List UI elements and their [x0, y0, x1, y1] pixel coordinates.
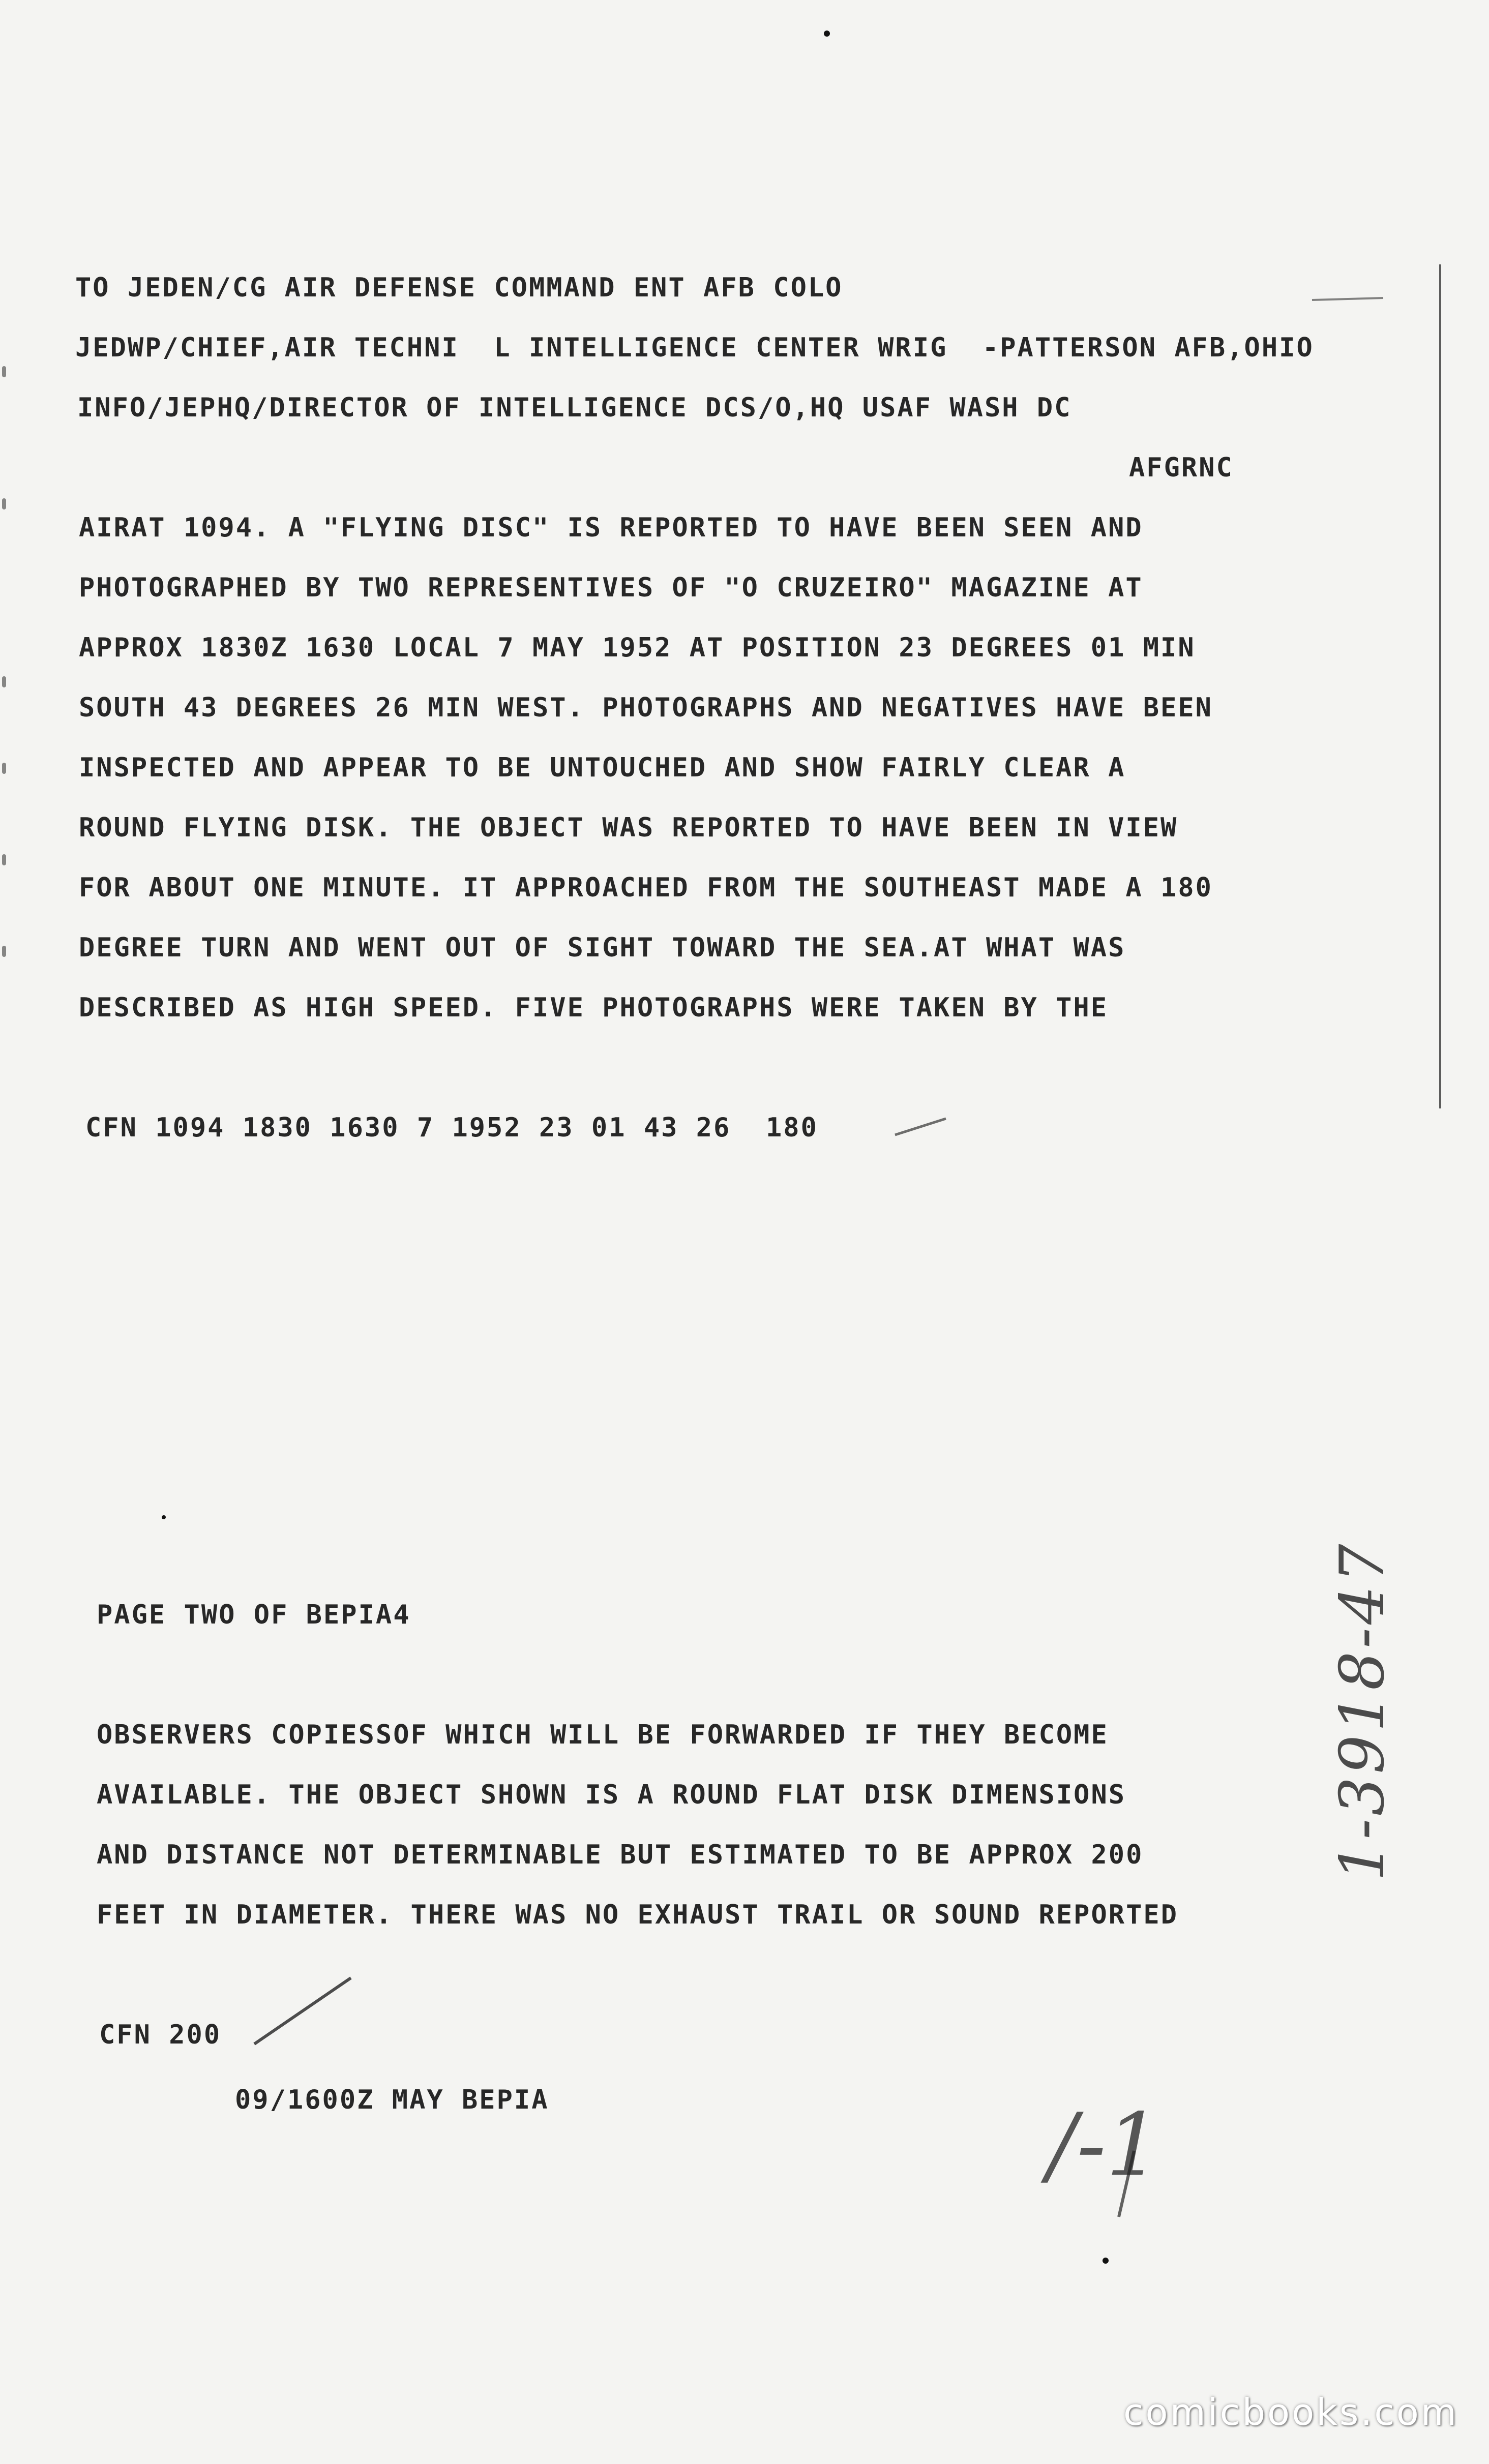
specks — [162, 1515, 166, 1519]
body-line: FOR ABOUT ONE MINUTE. IT APPROACHED FROM THE SOUTHEAST MADE A 180 — [79, 873, 1213, 903]
edge-mark — [2, 676, 6, 687]
body-line: DEGREE TURN AND WENT OUT OF SIGHT TOWARD THE SEA.AT WHAT WAS — [79, 933, 1126, 963]
header-info-line: INFO/JEPHQ/DIRECTOR OF INTELLIGENCE DCS/O,HQ USAF WASH DC — [77, 393, 1072, 423]
edge-mark — [2, 854, 6, 865]
handwritten-initials: /-1 — [1048, 2095, 1161, 2196]
edge-mark — [2, 763, 6, 774]
routing-indicator: AFGRNC — [1129, 453, 1234, 483]
correction-line: CFN 1094 1830 1630 7 1952 23 01 43 26 180 — [85, 1113, 818, 1143]
handwritten-file-number: 1-3918-47 — [1327, 1541, 1398, 1881]
body-line: FEET IN DIAMETER. THERE WAS NO EXHAUST TRAIL OR SOUND REPORTED — [97, 1900, 1179, 1930]
specks — [824, 31, 830, 37]
page-two-heading: PAGE TWO OF BEPIA4 — [97, 1600, 411, 1630]
body-line: OBSERVERS COPIESSOF WHICH WILL BE FORWARDED IF THEY BECOME — [97, 1720, 1109, 1750]
header-addressee-line: JEDWP/CHIEF,AIR TECHNI L INTELLIGENCE CENTER WRIG -PATTERSON AFB,OHIO — [75, 333, 1314, 363]
body-line: DESCRIBED AS HIGH SPEED. FIVE PHOTOGRAPHS WERE TAKEN BY THE — [79, 993, 1109, 1023]
correction-line: CFN 200 — [99, 2020, 222, 2050]
edge-mark — [2, 498, 6, 509]
edge-mark — [2, 946, 6, 957]
specks — [1103, 2258, 1109, 2264]
margin-rule — [1439, 264, 1441, 1108]
body-line: APPROX 1830Z 1630 LOCAL 7 MAY 1952 AT POSITION 23 DEGREES 01 MIN — [79, 633, 1196, 663]
body-line: AND DISTANCE NOT DETERMINABLE BUT ESTIMATED TO BE APPROX 200 — [97, 1840, 1144, 1870]
body-line: AVAILABLE. THE OBJECT SHOWN IS A ROUND FLAT DISK DIMENSIONS — [97, 1780, 1126, 1810]
header-to-line: TO JEDEN/CG AIR DEFENSE COMMAND ENT AFB COLO — [75, 273, 843, 303]
body-line: AIRAT 1094. A "FLYING DISC" IS REPORTED TO HAVE BEEN SEEN AND — [79, 513, 1143, 543]
body-line: INSPECTED AND APPEAR TO BE UNTOUCHED AND SHOW FAIRLY CLEAR A — [79, 753, 1126, 783]
edge-mark — [2, 366, 6, 377]
body-line: PHOTOGRAPHED BY TWO REPRESENTIVES OF "O CRUZEIRO" MAGAZINE AT — [79, 573, 1143, 603]
watermark: comicbooks.com — [1123, 2391, 1458, 2433]
date-time-group: 09/1600Z MAY BEPIA — [235, 2085, 549, 2115]
body-line: SOUTH 43 DEGREES 26 MIN WEST. PHOTOGRAPHS AND NEGATIVES HAVE BEEN — [79, 693, 1213, 723]
body-line: ROUND FLYING DISK. THE OBJECT WAS REPORTED TO HAVE BEEN IN VIEW — [79, 813, 1178, 843]
